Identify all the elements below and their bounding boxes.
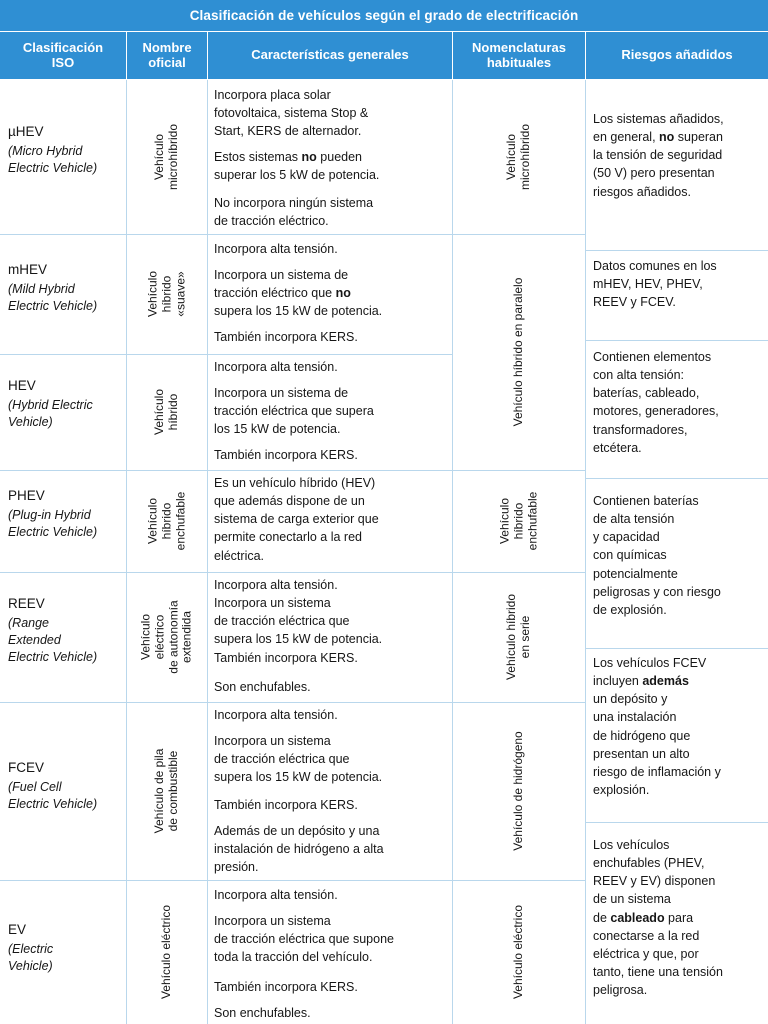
header-nomenclature <box>453 32 585 79</box>
official-name-reev-line: eléctrico <box>152 614 167 660</box>
feature-paragraph: Son enchufables. <box>214 680 311 694</box>
risk-line: de hidrógeno que <box>593 728 691 743</box>
risk-line: y capacidad <box>593 530 660 545</box>
risk-paragraph-5 <box>593 836 765 999</box>
iso-full-name: Electric Vehicle) <box>8 298 98 313</box>
table-title: Clasificación de vehículos según el grado de electrificación <box>0 0 768 31</box>
header-nomenclature-line-1: Nomenclaturas <box>472 39 566 55</box>
official-name-ev-line: Vehículo eléctrico <box>159 904 174 1000</box>
risk-divider <box>586 250 768 251</box>
risk-line: Datos comunes en los <box>593 259 717 273</box>
official-name-mhev <box>127 234 207 354</box>
iso-cell-ev <box>0 922 126 975</box>
feature-paragraph: Incorpora un sistema de tracción eléctrico que no supera los 15 kW de potencia. <box>214 268 383 319</box>
official-name-ev-text <box>160 905 174 999</box>
official-name-mhev-line: Vehículo <box>145 270 160 318</box>
official-name-reev-line: de autonomía <box>166 600 180 674</box>
nomenclature-4-text <box>512 731 526 850</box>
risk-line: REEV y FCEV. <box>593 295 676 310</box>
risk-line: en general, no superan <box>593 130 723 145</box>
risk-line: mHEV, HEV, PHEV, <box>593 277 703 292</box>
iso-code: mHEV <box>8 262 48 277</box>
nomenclature-0-line: microhíbrido <box>518 123 532 191</box>
risk-divider <box>586 648 768 649</box>
iso-cell-mhev <box>0 262 126 315</box>
nomenclature-2-line: Vehículo <box>497 497 512 545</box>
iso-full-name: (Range <box>8 616 49 630</box>
iso-full-name: (Electric <box>8 942 54 956</box>
official-name-hev <box>127 354 207 470</box>
iso-cell-hev <box>0 378 126 431</box>
nomenclature-3-text <box>505 594 533 680</box>
feature-paragraph: Incorpora un sistema de tracción eléctrica que supera los 15 kW de potencia. <box>214 734 383 785</box>
risk-line: peligrosa. <box>593 983 648 997</box>
official-name-mhev-line: «suave» <box>172 271 187 317</box>
official-name-µhev-line: microhíbrido <box>166 123 180 191</box>
feature-paragraph: Incorpora alta tensión. <box>214 242 338 256</box>
iso-full-name: (Micro Hybrid <box>8 144 83 158</box>
official-name-phev-line: híbrido <box>159 502 174 540</box>
feature-paragraph: Además de un depósito y una instalación de hidrógeno a alta presión. <box>214 824 384 875</box>
iso-full-name: Extended <box>8 632 61 647</box>
iso-cell-reev <box>0 596 126 666</box>
official-name-µhev-line: Vehículo <box>152 133 167 181</box>
risk-line: la tensión de seguridad <box>593 148 723 163</box>
header-official-name <box>127 32 207 79</box>
iso-full-name: Electric Vehicle) <box>8 160 98 175</box>
header-official-line-1: Nombre <box>142 39 192 55</box>
nomenclature-2-text <box>498 492 539 551</box>
nomenclature-4-line: Vehículo de hidrógeno <box>511 731 526 851</box>
nomenclature-5-line: Vehículo eléctrico <box>511 904 526 1000</box>
header-iso-line-1: Clasificación <box>22 39 104 55</box>
official-name-ev <box>127 880 207 1024</box>
iso-full-name: Vehicle) <box>8 958 53 973</box>
column-divider <box>207 80 208 1024</box>
risk-line: tanto, tiene una tensión <box>593 964 723 979</box>
header-features-line-1: Características generales <box>251 47 409 63</box>
risk-divider <box>586 340 768 341</box>
risk-line: de alta tensión <box>593 512 675 527</box>
risk-line: una instalación <box>593 710 677 725</box>
iso-cell-fcev <box>0 760 126 813</box>
iso-code: PHEV <box>8 488 45 503</box>
nomenclature-2-line: enchufable <box>524 491 539 551</box>
official-name-fcev-text <box>153 749 181 834</box>
risk-paragraph-0 <box>593 110 765 201</box>
nomenclature-0-text <box>505 124 533 190</box>
official-name-mhev-line: híbrido <box>159 275 174 313</box>
feature-paragraph: Es un vehículo híbrido (HEV) que además dispone de un sistema de carga exterior que permite conectarlo a la red eléctrica. <box>214 476 379 563</box>
nomenclature-3 <box>453 572 585 702</box>
iso-code: REEV <box>8 596 45 611</box>
risk-line: transformadores, <box>593 422 688 437</box>
header-iso <box>0 32 126 79</box>
feature-paragraph: No incorpora ningún sistema de tracción eléctrico. <box>214 196 374 229</box>
risk-line: REEV y EV) disponen <box>593 874 716 889</box>
iso-full-name: (Plug-in Hybrid <box>8 508 91 522</box>
nomenclature-5-text <box>512 905 526 999</box>
risk-line: con alta tensión: <box>593 368 685 383</box>
nomenclature-2-line: híbrido <box>511 502 526 540</box>
risk-line: Los vehículos <box>593 838 670 852</box>
feature-divider <box>208 470 452 471</box>
iso-full-name: (Fuel Cell <box>8 780 62 794</box>
feature-paragraph: Estos sistemas no pueden superar los 5 kW de potencia. <box>214 150 380 183</box>
official-name-phev <box>127 470 207 572</box>
risk-line: presentan un alto <box>593 746 690 761</box>
feature-divider <box>208 572 452 573</box>
nomenclature-1-text <box>512 278 526 427</box>
feature-paragraph: Incorpora alta tensión. <box>214 360 338 374</box>
iso-full-name: Electric Vehicle) <box>8 649 98 664</box>
feature-paragraph: Incorpora un sistema de tracción eléctrica que supera los 15 kW de potencia. <box>214 386 374 437</box>
iso-full-name: Electric Vehicle) <box>8 796 98 811</box>
risk-line: de un sistema <box>593 892 671 907</box>
header-nomenclature-line-2: habituales <box>486 54 552 70</box>
nomenclature-0 <box>453 80 585 234</box>
official-name-phev-text <box>146 492 187 551</box>
risk-line: un depósito y <box>593 692 668 707</box>
feature-paragraph: También incorpora KERS. <box>214 798 358 812</box>
feature-paragraph: Incorpora alta tensión. Incorpora un sistema de tracción eléctrica que supera los 15 kW de potencia. También incorpora KERS. <box>214 578 383 665</box>
risk-paragraph-4 <box>593 654 765 799</box>
column-divider <box>585 80 586 1024</box>
feature-paragraph: Incorpora alta tensión. <box>214 708 338 722</box>
header-risks-line-1: Riesgos añadidos <box>621 47 733 63</box>
official-name-reev-text <box>139 600 194 673</box>
iso-full-name: Electric Vehicle) <box>8 524 98 539</box>
nomenclature-4 <box>453 702 585 880</box>
official-name-reev-line: extendida <box>179 610 194 664</box>
feature-divider <box>208 880 452 881</box>
official-name-µhev <box>127 80 207 234</box>
nomenclature-3-line: Vehículo híbrido <box>504 593 519 681</box>
risk-divider <box>586 822 768 823</box>
feature-paragraph: Incorpora alta tensión. <box>214 888 338 902</box>
official-name-fcev-line: Vehículo de pila <box>152 748 167 834</box>
risk-line: baterías, cableado, <box>593 386 700 401</box>
risk-line: Contienen elementos <box>593 350 712 364</box>
feature-paragraph: Incorpora un sistema de tracción eléctrica que supone toda la tracción del vehículo. <box>214 914 394 965</box>
risk-line: Contienen baterías <box>593 494 699 508</box>
risk-paragraph-1 <box>593 257 765 311</box>
risk-line: etcétera. <box>593 440 642 455</box>
risk-line: (50 V) pero presentan <box>593 166 715 181</box>
risk-line: incluyen además <box>593 674 689 689</box>
risk-line: Los sistemas añadidos, <box>593 112 724 126</box>
risk-line: de explosión. <box>593 602 667 617</box>
feature-paragraph: También incorpora KERS. <box>214 448 358 462</box>
official-name-reev <box>127 572 207 702</box>
official-name-fcev <box>127 702 207 880</box>
feature-paragraph: Son enchufables. <box>214 1006 311 1020</box>
official-name-hev-text <box>153 389 181 435</box>
official-name-hev-line: Vehículo <box>152 388 167 436</box>
feature-paragraph: También incorpora KERS. <box>214 980 358 994</box>
iso-code: µHEV <box>8 124 44 139</box>
header-iso-line-2: ISO <box>51 54 75 70</box>
risk-line: enchufables (PHEV, <box>593 856 705 871</box>
nomenclature-0-line: Vehículo <box>504 133 519 181</box>
nomenclature-3-line: en serie <box>518 615 532 659</box>
risk-line: eléctrica y que, por <box>593 946 699 961</box>
nomenclature-1-line: Vehículo híbrido en paralelo <box>511 277 526 427</box>
official-name-µhev-text <box>153 124 181 190</box>
header-official-line-2: oficial <box>148 54 186 70</box>
feature-divider <box>208 354 452 355</box>
iso-code: FCEV <box>8 760 45 775</box>
feature-divider <box>208 702 452 703</box>
iso-cell-phev <box>0 488 126 541</box>
nomenclature-1 <box>453 234 585 470</box>
risk-line: motores, generadores, <box>593 404 719 419</box>
iso-cell-µhev <box>0 124 126 177</box>
risk-line: explosión. <box>593 782 650 797</box>
official-name-phev-line: enchufable <box>172 491 187 551</box>
feature-paragraph: Incorpora placa solar fotovoltaica, sistema Stop & Start, KERS de alternador. <box>214 88 369 139</box>
official-name-phev-line: Vehículo <box>145 497 160 545</box>
risk-line: Los vehículos FCEV <box>593 656 707 670</box>
iso-code: EV <box>8 922 27 937</box>
nomenclature-5 <box>453 880 585 1024</box>
header-risks <box>586 32 768 79</box>
risk-line: de cableado para <box>593 910 694 925</box>
nomenclature-2 <box>453 470 585 572</box>
feature-divider <box>208 234 452 235</box>
iso-full-name: Vehicle) <box>8 414 53 429</box>
header-features <box>208 32 452 79</box>
iso-full-name: (Mild Hybrid <box>8 282 75 296</box>
risk-line: con químicas <box>593 548 667 563</box>
risk-line: riesgos añadidos. <box>593 184 691 199</box>
risk-line: conectarse a la red <box>593 928 700 943</box>
risk-line: peligrosas y con riesgo <box>593 584 721 599</box>
official-name-reev-line: Vehículo <box>138 613 153 661</box>
risk-paragraph-2 <box>593 348 765 457</box>
risk-paragraph-3 <box>593 492 765 619</box>
iso-code: HEV <box>8 378 36 393</box>
feature-paragraph: También incorpora KERS. <box>214 330 358 344</box>
risk-line: potencialmente <box>593 566 678 581</box>
iso-full-name: (Hybrid Electric <box>8 398 93 412</box>
risk-line: riesgo de inflamación y <box>593 764 721 779</box>
official-name-hev-line: híbrido <box>166 393 180 431</box>
official-name-fcev-line: de combustible <box>166 750 180 832</box>
official-name-mhev-text <box>146 271 187 317</box>
risk-divider <box>586 478 768 479</box>
